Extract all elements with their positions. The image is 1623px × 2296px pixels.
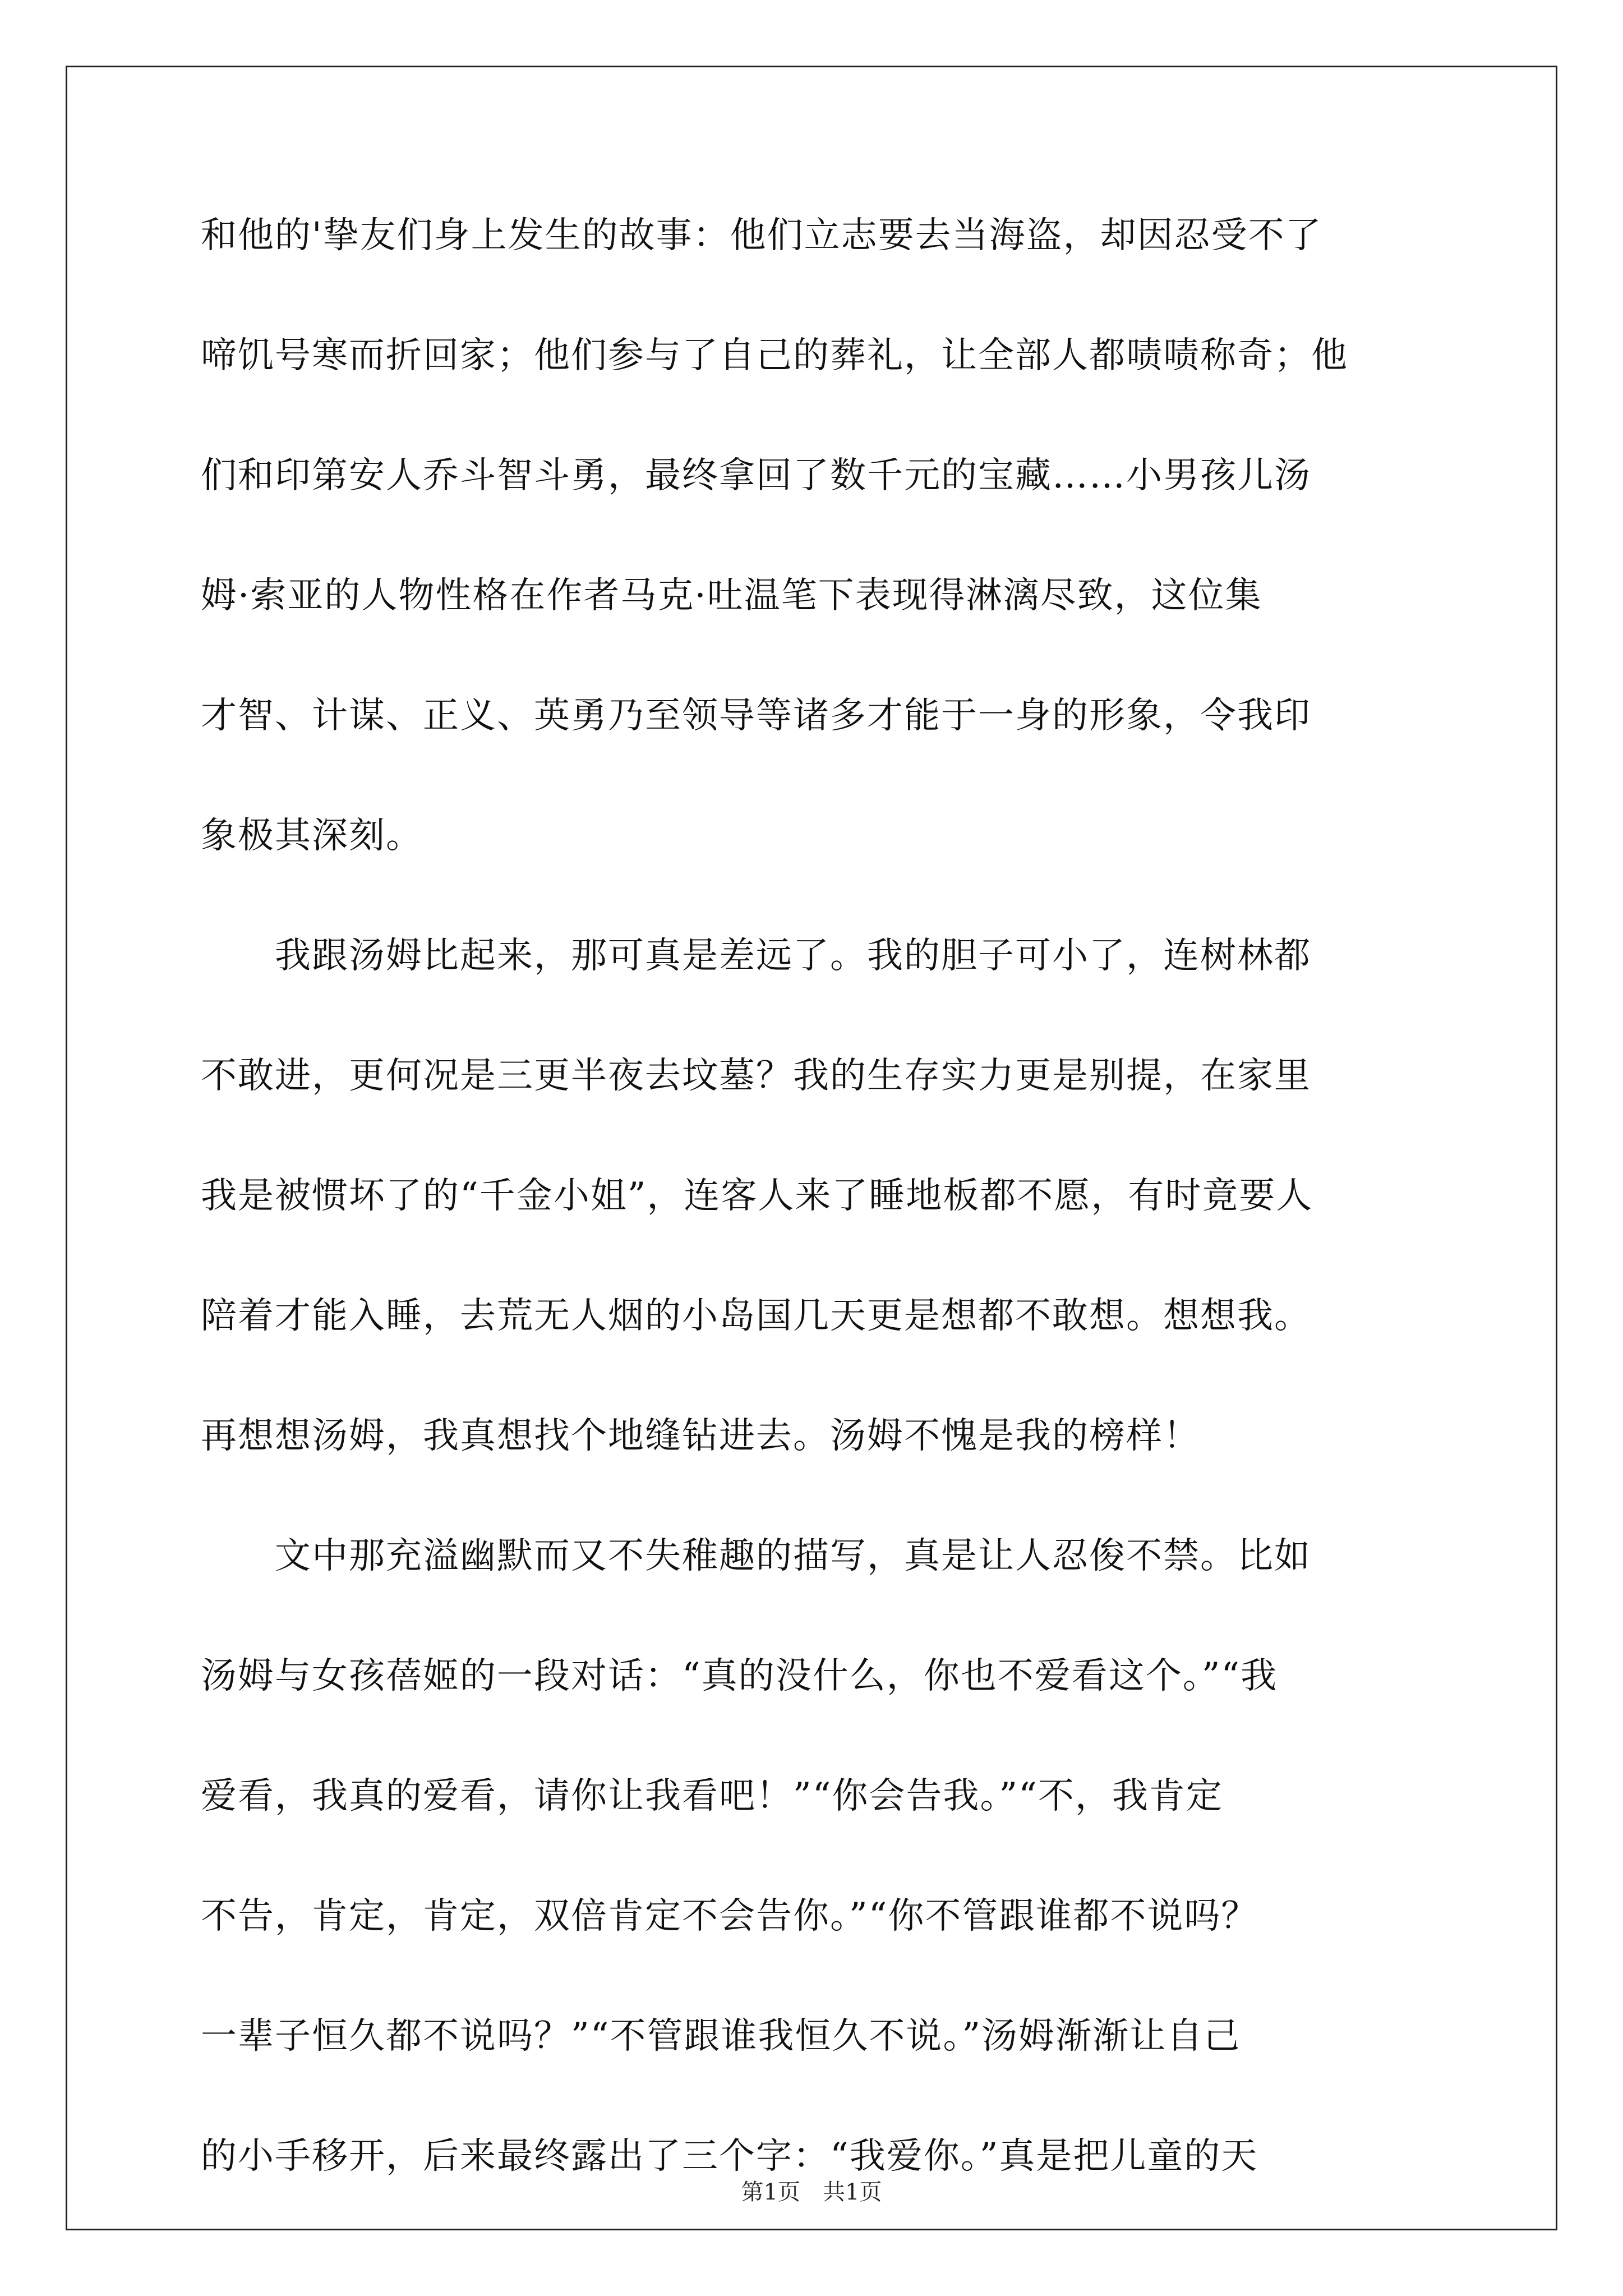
text-line-15: 不告，肯定，肯定，双倍肯定不会告你。”“你不管跟谁都不说吗？	[201, 1895, 1258, 1937]
text-line-12: 文中那充溢幽默而又不失稚趣的描写，真是让人忍俊不禁。比如	[201, 1535, 1311, 1577]
text-line-8: 不敢进，更何况是三更半夜去坟墓？我的生存实力更是别提，在家里	[201, 1055, 1311, 1097]
text-line-9: 我是被惯坏了的“千金小姐”，连客人来了睡地板都不愿，有时竟要人	[201, 1175, 1313, 1217]
text-line-6: 象极其深刻。	[201, 815, 423, 857]
text-line-2: 啼饥号寒而折回家；他们参与了自己的葬礼，让全部人都啧啧称奇；他	[201, 335, 1348, 376]
text-line-3: 们和印第安人乔斗智斗勇，最终拿回了数千元的宝藏……小男孩儿汤	[201, 455, 1311, 496]
text-line-13: 汤姆与女孩蓓姬的一段对话：“真的没什么，你也不爱看这个。”“我	[201, 1655, 1278, 1697]
text-line-10: 陪着才能入睡，去荒无人烟的小岛国几天更是想都不敢想。想想我。	[201, 1295, 1311, 1337]
text-line-11: 再想想汤姆，我真想找个地缝钻进去。汤姆不愧是我的榜样！	[201, 1415, 1200, 1457]
text-line-14: 爱看，我真的爱看，请你让我看吧！”“你会告我。”“不，我肯定	[201, 1775, 1223, 1817]
page-footer: 第1页 共1页	[741, 2179, 882, 2205]
text-line-16: 一辈子恒久都不说吗？”“不管跟谁我恒久不说。”汤姆渐渐让自己	[201, 2016, 1241, 2057]
text-line-4: 姆·索亚的人物性格在作者马克·吐温笔下表现得淋漓尽致，这位集	[201, 575, 1262, 616]
text-line-7: 我跟汤姆比起来，那可真是差远了。我的胆子可小了，连树林都	[201, 935, 1311, 977]
text-line-5: 才智、计谋、正义、英勇乃至领导等诸多才能于一身的形象，令我印	[201, 695, 1311, 737]
text-line-17: 的小手移开，后来最终露出了三个字：“我爱你。”真是把儿童的天	[201, 2136, 1258, 2177]
text-line-1: 和他的'挚友们身上发生的故事：他们立志要去当海盗，却因忍受不了	[201, 215, 1322, 256]
